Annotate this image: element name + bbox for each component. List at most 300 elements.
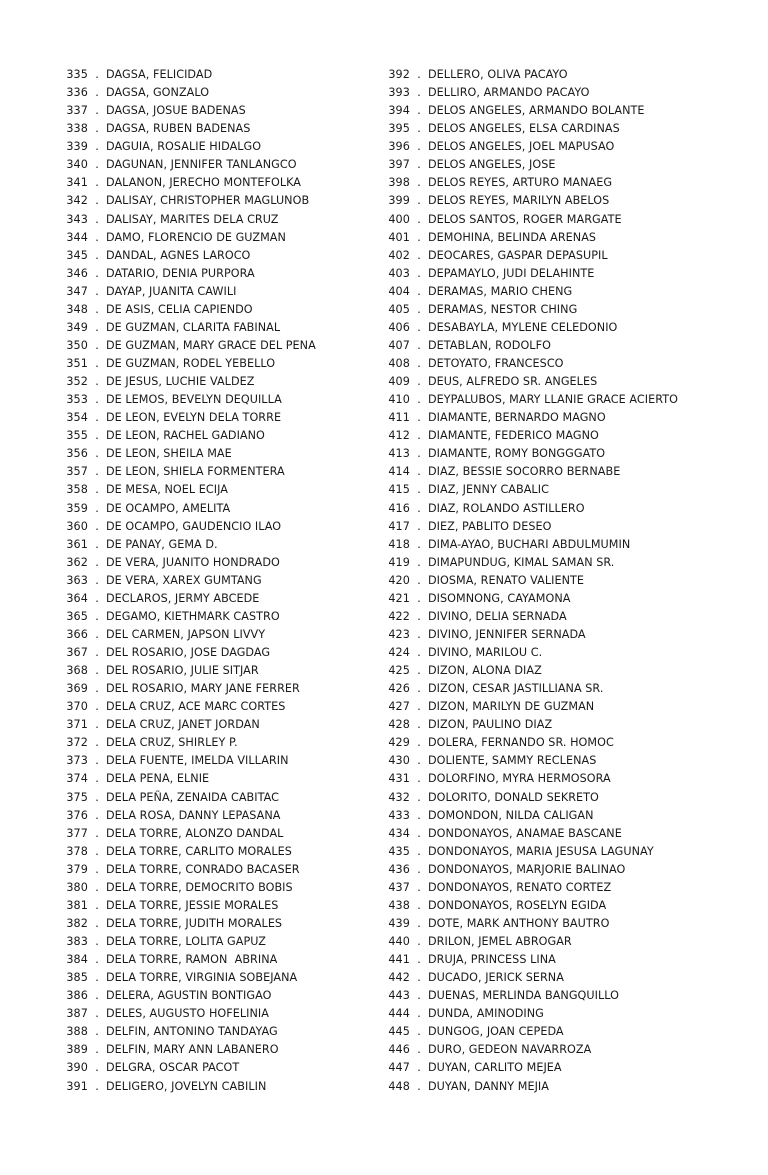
entry-name: DONDONAYOS, MARIA JESUSA LAGUNAY: [428, 844, 654, 858]
entry-separator-dot: .: [417, 248, 421, 262]
roster-entry-row: [378, 319, 700, 337]
roster-entry-row: [56, 1023, 378, 1041]
entry-index: 385: [66, 971, 88, 985]
entry-separator-dot: .: [95, 248, 99, 262]
entry-name: DELOS ANGELES, JOEL MAPUSAO: [428, 140, 615, 154]
roster-entry-row: [378, 536, 700, 554]
entry-index: 391: [66, 1079, 88, 1093]
roster-entry-row: [56, 265, 378, 283]
roster-entry-row: [56, 174, 378, 192]
entry-index: 407: [388, 338, 410, 352]
roster-entry-row: [378, 481, 700, 499]
entry-index: 370: [66, 700, 88, 714]
entry-index: 365: [66, 609, 88, 623]
entry-name: DESABAYLA, MYLENE CELEDONIO: [428, 320, 618, 334]
entry-name: DONDONAYOS, ANAMAE BASCANE: [428, 826, 622, 840]
roster-entry-row: [378, 770, 700, 788]
entry-separator-dot: .: [95, 447, 99, 461]
entry-index: 378: [66, 844, 88, 858]
roster-entry-row: [378, 283, 700, 301]
entry-name: DONDONAYOS, RENATO CORTEZ: [428, 880, 612, 894]
roster-entry-row: [378, 789, 700, 807]
entry-separator-dot: .: [417, 519, 421, 533]
entry-separator-dot: .: [95, 1061, 99, 1075]
roster-entry-row: [378, 608, 700, 626]
entry-separator-dot: .: [95, 338, 99, 352]
entry-index: 349: [66, 320, 88, 334]
entry-index: 434: [388, 826, 410, 840]
entry-name: DUNDA, AMINODING: [428, 1007, 544, 1021]
roster-entry-row: [56, 102, 378, 120]
entry-index: 389: [66, 1043, 88, 1057]
roster-entry-row: [56, 1059, 378, 1077]
entry-separator-dot: .: [417, 898, 421, 912]
entry-name: DONDONAYOS, MARJORIE BALINAO: [428, 862, 626, 876]
roster-entry-row: [56, 861, 378, 879]
entry-name: DE LEMOS, BEVELYN DEQUILLA: [106, 393, 282, 407]
entry-index: 442: [388, 971, 410, 985]
roster-entry-row: [378, 301, 700, 319]
roster-entry-row: [378, 247, 700, 265]
entry-name: DELLERO, OLIVA PACAYO: [428, 68, 568, 81]
entry-separator-dot: .: [95, 68, 99, 81]
entry-index: 427: [388, 700, 410, 714]
entry-name: DONDONAYOS, ROSELYN EGIDA: [428, 898, 607, 912]
roster-entry-row: [378, 409, 700, 427]
roster-entry-row: [56, 843, 378, 861]
entry-separator-dot: .: [417, 411, 421, 425]
roster-entry-row: [56, 84, 378, 102]
entry-name: DAGUIA, ROSALIE HIDALGO: [106, 140, 262, 154]
entry-separator-dot: .: [95, 122, 99, 136]
entry-separator-dot: .: [95, 591, 99, 605]
entry-index: 418: [388, 537, 410, 551]
entry-separator-dot: .: [417, 1007, 421, 1021]
entry-name: DUENAS, MERLINDA BANGQUILLO: [428, 989, 620, 1003]
roster-entry-row: [56, 1078, 378, 1096]
entry-separator-dot: .: [95, 790, 99, 804]
roster-entry-row: [378, 1059, 700, 1077]
roster-entry-row: [378, 734, 700, 752]
entry-name: DETABLAN, RODOLFO: [428, 338, 551, 352]
entry-separator-dot: .: [417, 772, 421, 786]
roster-entry-row: [56, 211, 378, 229]
entry-index: 386: [66, 989, 88, 1003]
roster-entry-row: [378, 84, 700, 102]
roster-entry-row: [378, 138, 700, 156]
entry-separator-dot: .: [95, 898, 99, 912]
roster-entry-row: [56, 987, 378, 1005]
roster-entry-row: [378, 427, 700, 445]
entry-index: 432: [388, 790, 410, 804]
roster-entry-row: [378, 861, 700, 879]
entry-separator-dot: .: [95, 609, 99, 623]
entry-name: DE GUZMAN, CLARITA FABINAL: [106, 320, 281, 334]
roster-entry-row: [56, 518, 378, 536]
roster-entry-row: [56, 66, 378, 84]
entry-separator-dot: .: [417, 122, 421, 136]
entry-index: 400: [388, 212, 410, 226]
entry-name: DEL ROSARIO, MARY JANE FERRER: [106, 682, 300, 696]
roster-entry-row: [56, 445, 378, 463]
entry-index: 354: [66, 411, 88, 425]
roster-entry-row: [56, 247, 378, 265]
entry-name: DOMONDON, NILDA CALIGAN: [428, 808, 594, 822]
entry-index: 395: [388, 122, 410, 136]
entry-name: DELIGERO, JOVELYN CABILIN: [106, 1079, 267, 1093]
entry-separator-dot: .: [417, 1043, 421, 1057]
roster-entry-row: [56, 951, 378, 969]
entry-name: DIAZ, ROLANDO ASTILLERO: [428, 501, 585, 515]
entry-separator-dot: .: [417, 194, 421, 208]
roster-entry-row: [56, 572, 378, 590]
entry-separator-dot: .: [95, 916, 99, 930]
entry-separator-dot: .: [95, 664, 99, 678]
entry-separator-dot: .: [95, 627, 99, 641]
entry-separator-dot: .: [417, 158, 421, 172]
entry-name: DEOCARES, GASPAR DEPASUPIL: [428, 248, 608, 262]
entry-separator-dot: .: [95, 230, 99, 244]
roster-entry-row: [378, 500, 700, 518]
entry-index: 343: [66, 212, 88, 226]
entry-index: 447: [388, 1061, 410, 1075]
entry-name: DELOS ANGELES, ARMANDO BOLANTE: [428, 104, 645, 118]
entry-index: 394: [388, 104, 410, 118]
roster-entry-row: [56, 1041, 378, 1059]
entry-index: 337: [66, 104, 88, 118]
roster-entry-row: [378, 66, 700, 84]
entry-index: 446: [388, 1043, 410, 1057]
entry-index: 357: [66, 465, 88, 479]
entry-name: DE LEON, RACHEL GADIANO: [106, 429, 265, 443]
roster-entry-row: [378, 192, 700, 210]
entry-name: DELGRA, OSCAR PACOT: [106, 1061, 240, 1075]
entry-index: 420: [388, 573, 410, 587]
entry-name: DIVINO, MARILOU C.: [428, 646, 543, 659]
entry-separator-dot: .: [95, 1043, 99, 1057]
roster-entry-row: [56, 319, 378, 337]
entry-index: 355: [66, 429, 88, 443]
roster-entry-row: [56, 662, 378, 680]
entry-name: DOLORITO, DONALD SEKRETO: [428, 790, 599, 804]
entry-name: DELA TORRE, CARLITO MORALES: [106, 844, 292, 858]
entry-index: 364: [66, 591, 88, 605]
entry-index: 371: [66, 718, 88, 732]
entry-index: 417: [388, 519, 410, 533]
entry-name: DE LEON, SHEILA MAE: [106, 447, 232, 461]
entry-index: 359: [66, 501, 88, 515]
entry-name: DELA FUENTE, IMELDA VILLARIN: [106, 754, 289, 768]
entry-name: DUNGOG, JOAN CEPEDA: [428, 1025, 564, 1039]
entry-index: 436: [388, 862, 410, 876]
roster-entry-row: [378, 1023, 700, 1041]
entry-index: 367: [66, 646, 88, 659]
entry-name: DIAZ, JENNY CABALIC: [428, 483, 549, 497]
entry-separator-dot: .: [95, 1007, 99, 1021]
roster-entry-row: [56, 770, 378, 788]
entry-separator-dot: .: [417, 501, 421, 515]
entry-name: DE LEON, SHIELA FORMENTERA: [106, 465, 285, 479]
roster-columns: [0, 66, 768, 1096]
entry-separator-dot: .: [417, 140, 421, 154]
entry-index: 421: [388, 591, 410, 605]
entry-index: 409: [388, 375, 410, 389]
entry-index: 375: [66, 790, 88, 804]
entry-index: 431: [388, 772, 410, 786]
entry-index: 346: [66, 266, 88, 280]
entry-index: 396: [388, 140, 410, 154]
entry-separator-dot: .: [95, 501, 99, 515]
entry-index: 360: [66, 519, 88, 533]
entry-separator-dot: .: [95, 646, 99, 659]
entry-name: DIZON, CESAR JASTILLIANA SR.: [428, 682, 604, 696]
entry-separator-dot: .: [95, 1079, 99, 1093]
entry-name: DEPAMAYLO, JUDI DELAHINTE: [428, 266, 595, 280]
entry-index: 430: [388, 754, 410, 768]
entry-separator-dot: .: [417, 537, 421, 551]
entry-index: 441: [388, 953, 410, 967]
entry-name: DE GUZMAN, RODEL YEBELLO: [106, 357, 276, 370]
roster-entry-row: [56, 933, 378, 951]
roster-entry-row: [378, 933, 700, 951]
entry-separator-dot: .: [417, 338, 421, 352]
roster-entry-row: [378, 843, 700, 861]
roster-entry-row: [56, 536, 378, 554]
roster-entry-row: [56, 590, 378, 608]
entry-separator-dot: .: [95, 808, 99, 822]
entry-name: DEL CARMEN, JAPSON LIVVY: [106, 627, 266, 641]
entry-name: DELFIN, MARY ANN LABANERO: [106, 1043, 279, 1057]
entry-separator-dot: .: [95, 682, 99, 696]
entry-index: 411: [388, 411, 410, 425]
entry-index: 413: [388, 447, 410, 461]
entry-index: 399: [388, 194, 410, 208]
entry-separator-dot: .: [417, 682, 421, 696]
entry-separator-dot: .: [95, 844, 99, 858]
roster-entry-row: [56, 969, 378, 987]
entry-index: 350: [66, 338, 88, 352]
roster-entry-row: [56, 1005, 378, 1023]
entry-separator-dot: .: [95, 519, 99, 533]
roster-entry-row: [378, 1078, 700, 1096]
entry-separator-dot: .: [95, 158, 99, 172]
entry-name: DOLERA, FERNANDO SR. HOMOC: [428, 736, 614, 750]
entry-index: 362: [66, 555, 88, 569]
roster-entry-row: [378, 211, 700, 229]
entry-separator-dot: .: [417, 953, 421, 967]
entry-index: 424: [388, 646, 410, 659]
entry-name: DELA CRUZ, SHIRLEY P.: [106, 736, 238, 750]
roster-entry-row: [56, 409, 378, 427]
entry-name: DIVINO, DELIA SERNADA: [428, 609, 567, 623]
entry-name: DAGSA, RUBEN BADENAS: [106, 122, 251, 136]
entry-separator-dot: .: [95, 718, 99, 732]
roster-column-left: [56, 66, 378, 1096]
entry-index: 414: [388, 465, 410, 479]
entry-index: 443: [388, 989, 410, 1003]
entry-index: 342: [66, 194, 88, 208]
entry-name: DE MESA, NOEL ECIJA: [106, 483, 228, 497]
roster-entry-row: [378, 229, 700, 247]
entry-separator-dot: .: [95, 483, 99, 497]
entry-index: 393: [388, 86, 410, 100]
entry-separator-dot: .: [417, 718, 421, 732]
roster-entry-row: [378, 825, 700, 843]
entry-name: DRUJA, PRINCESS LINA: [428, 953, 556, 967]
entry-index: 392: [388, 68, 410, 81]
entry-index: 341: [66, 176, 88, 190]
entry-separator-dot: .: [95, 176, 99, 190]
roster-entry-row: [378, 626, 700, 644]
entry-index: 410: [388, 393, 410, 407]
entry-name: DUYAN, DANNY MEJIA: [428, 1079, 549, 1093]
entry-name: DRILON, JEMEL ABROGAR: [428, 935, 572, 948]
entry-index: 402: [388, 248, 410, 262]
roster-entry-row: [378, 156, 700, 174]
entry-name: DOLORFINO, MYRA HERMOSORA: [428, 772, 611, 786]
entry-name: DALANON, JERECHO MONTEFOLKA: [106, 176, 302, 190]
roster-entry-row: [378, 987, 700, 1005]
entry-separator-dot: .: [95, 429, 99, 443]
roster-entry-row: [378, 698, 700, 716]
entry-index: 404: [388, 284, 410, 298]
entry-index: 435: [388, 844, 410, 858]
entry-name: DOLIENTE, SAMMY RECLENAS: [428, 754, 597, 768]
entry-name: DELA TORRE, JESSIE MORALES: [106, 898, 279, 912]
entry-index: 440: [388, 935, 410, 948]
entry-name: DIMA-AYAO, BUCHARI ABDULMUMIN: [428, 537, 631, 551]
entry-name: DEGAMO, KIETHMARK CASTRO: [106, 609, 280, 623]
entry-index: 347: [66, 284, 88, 298]
roster-entry-row: [378, 680, 700, 698]
entry-name: DERAMAS, NESTOR CHING: [428, 302, 578, 316]
roster-entry-row: [56, 734, 378, 752]
entry-separator-dot: .: [95, 465, 99, 479]
entry-separator-dot: .: [95, 393, 99, 407]
entry-name: DE LEON, EVELYN DELA TORRE: [106, 411, 282, 425]
entry-separator-dot: .: [95, 411, 99, 425]
roster-entry-row: [378, 1005, 700, 1023]
entry-name: DELA TORRE, VIRGINIA SOBEJANA: [106, 971, 298, 985]
entry-name: DE PANAY, GEMA D.: [106, 537, 218, 551]
entry-index: 448: [388, 1079, 410, 1093]
entry-index: 352: [66, 375, 88, 389]
entry-name: DELOS REYES, MARILYN ABELOS: [428, 194, 610, 208]
roster-entry-row: [378, 391, 700, 409]
roster-entry-row: [56, 138, 378, 156]
entry-index: 406: [388, 320, 410, 334]
entry-separator-dot: .: [417, 230, 421, 244]
entry-name: DELFIN, ANTONINO TANDAYAG: [106, 1025, 278, 1039]
entry-separator-dot: .: [417, 880, 421, 894]
entry-separator-dot: .: [417, 700, 421, 714]
entry-separator-dot: .: [417, 971, 421, 985]
entry-name: DE VERA, JUANITO HONDRADO: [106, 555, 280, 569]
entry-index: 408: [388, 357, 410, 370]
entry-name: DAGUNAN, JENNIFER TANLANGCO: [106, 158, 297, 172]
entry-name: DEUS, ALFREDO SR. ANGELES: [428, 375, 598, 389]
entry-name: DIZON, PAULINO DIAZ: [428, 718, 553, 732]
entry-name: DE VERA, XAREX GUMTANG: [106, 573, 262, 587]
entry-name: DEL ROSARIO, JOSE DAGDAG: [106, 646, 271, 659]
entry-index: 415: [388, 483, 410, 497]
entry-index: 372: [66, 736, 88, 750]
entry-index: 376: [66, 808, 88, 822]
entry-separator-dot: .: [95, 1025, 99, 1039]
entry-index: 416: [388, 501, 410, 515]
roster-entry-row: [378, 752, 700, 770]
entry-separator-dot: .: [417, 808, 421, 822]
entry-name: DAMO, FLORENCIO DE GUZMAN: [106, 230, 286, 244]
roster-entry-row: [56, 463, 378, 481]
entry-name: DALISAY, CHRISTOPHER MAGLUNOB: [106, 194, 310, 208]
entry-index: 429: [388, 736, 410, 750]
entry-index: 390: [66, 1061, 88, 1075]
entry-name: DAGSA, JOSUE BADENAS: [106, 104, 246, 118]
entry-index: 388: [66, 1025, 88, 1039]
entry-index: 384: [66, 953, 88, 967]
roster-entry-row: [56, 554, 378, 572]
entry-separator-dot: .: [417, 935, 421, 948]
entry-index: 353: [66, 393, 88, 407]
entry-index: 397: [388, 158, 410, 172]
entry-separator-dot: .: [95, 537, 99, 551]
entry-name: DAGSA, FELICIDAD: [106, 68, 213, 81]
roster-entry-row: [378, 572, 700, 590]
roster-entry-row: [378, 879, 700, 897]
entry-index: 401: [388, 230, 410, 244]
entry-separator-dot: .: [417, 627, 421, 641]
entry-index: 444: [388, 1007, 410, 1021]
entry-name: DEMOHINA, BELINDA ARENAS: [428, 230, 597, 244]
entry-separator-dot: .: [95, 194, 99, 208]
entry-index: 345: [66, 248, 88, 262]
entry-separator-dot: .: [417, 483, 421, 497]
entry-separator-dot: .: [417, 844, 421, 858]
entry-index: 422: [388, 609, 410, 623]
entry-separator-dot: .: [417, 664, 421, 678]
entry-index: 405: [388, 302, 410, 316]
roster-entry-row: [378, 120, 700, 138]
entry-index: 361: [66, 537, 88, 551]
entry-index: 363: [66, 573, 88, 587]
roster-entry-row: [378, 807, 700, 825]
entry-name: DUYAN, CARLITO MEJEA: [428, 1061, 562, 1075]
entry-index: 368: [66, 664, 88, 678]
roster-entry-row: [378, 716, 700, 734]
entry-name: DELOS ANGELES, JOSE: [428, 158, 556, 172]
entry-index: 335: [66, 68, 88, 81]
roster-entry-row: [56, 644, 378, 662]
entry-index: 437: [388, 880, 410, 894]
entry-separator-dot: .: [95, 140, 99, 154]
entry-index: 369: [66, 682, 88, 696]
entry-separator-dot: .: [95, 86, 99, 100]
entry-name: DELA TORRE, JUDITH MORALES: [106, 916, 283, 930]
entry-name: DELA CRUZ, ACE MARC CORTES: [106, 700, 286, 714]
entry-name: DELA TORRE, CONRADO BACASER: [106, 862, 300, 876]
entry-index: 348: [66, 302, 88, 316]
entry-separator-dot: .: [417, 862, 421, 876]
entry-separator-dot: .: [95, 266, 99, 280]
entry-name: DIAMANTE, FEDERICO MAGNO: [428, 429, 599, 443]
entry-separator-dot: .: [417, 320, 421, 334]
entry-separator-dot: .: [417, 573, 421, 587]
entry-separator-dot: .: [417, 375, 421, 389]
entry-separator-dot: .: [417, 68, 421, 81]
roster-entry-row: [56, 789, 378, 807]
roster-entry-row: [378, 951, 700, 969]
